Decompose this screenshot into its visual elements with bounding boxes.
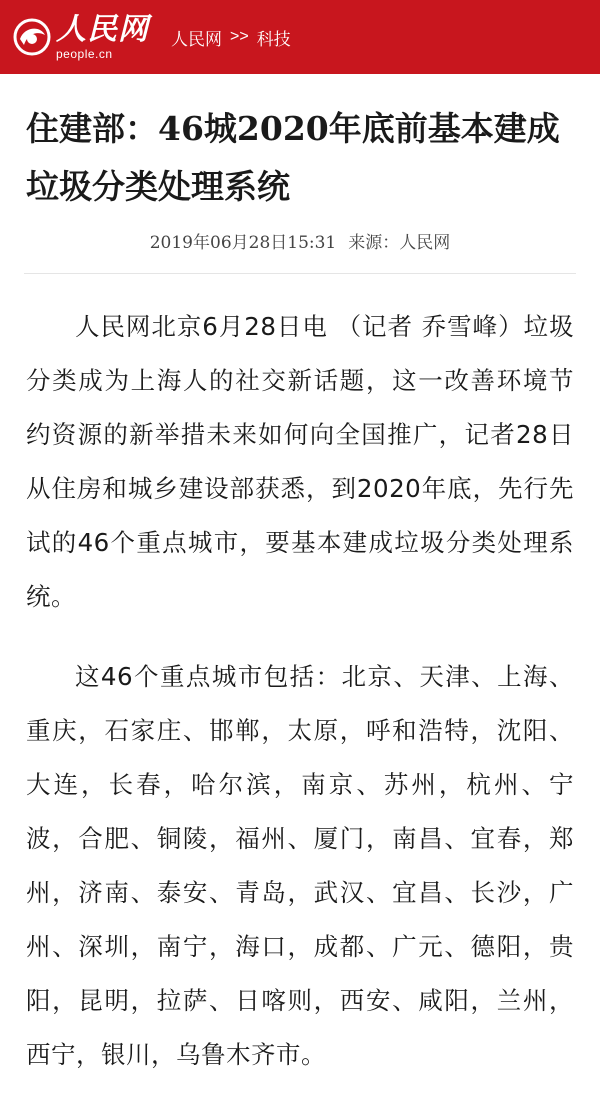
top-bar (0, 0, 600, 74)
article-source: 来源：人民网 (348, 233, 451, 253)
publish-date: 2019年06月28日15:31 (149, 233, 337, 253)
breadcrumb-home-link[interactable]: 人民网 (171, 29, 222, 50)
breadcrumb-separator: >> (230, 28, 249, 45)
article-meta (0, 228, 600, 253)
logo-chinese-text: 人民网 (56, 11, 149, 47)
site-logo[interactable] (12, 0, 149, 74)
article-paragraph: 这46个重点城市包括：北京、天津、上海、重庆，石家庄、邯郸，太原，呼和浩特，沈阳、大连，长春，哈尔滨，南京、苏州，杭州、宁波，合肥、铜陵，福州、厦门，南昌、宜春，郑州，济南、泰安、青岛，武汉、宜昌、长沙，广州、深圳，南宁，海口，成都、广元、德阳，贵阳，昆明，拉萨、日喀则，西安、咸阳，兰州，西宁，银川，乌鲁木齐市。 (26, 662, 574, 1069)
article (0, 100, 600, 1082)
article-paragraph: 人民网北京6月28日电 （记者 乔雪峰）垃圾分类成为上海人的社交新话题，这一改善环境节约资源的新举措未来如何向全国推广，记者28日从住房和城乡建设部获悉，到2020年底，先行先试的46个重点城市，要基本建成垃圾分类处理系统。 (26, 312, 574, 611)
breadcrumb (171, 25, 291, 50)
people-logo-icon (12, 17, 52, 57)
breadcrumb-tech-link[interactable]: 科技 (256, 29, 291, 50)
article-body (26, 300, 574, 1082)
logo-domain-text: people.cn (56, 46, 113, 61)
article-title: 住建部：46城2020年底前基本建成垃圾分类处理系统 (26, 109, 560, 206)
divider (24, 273, 576, 274)
